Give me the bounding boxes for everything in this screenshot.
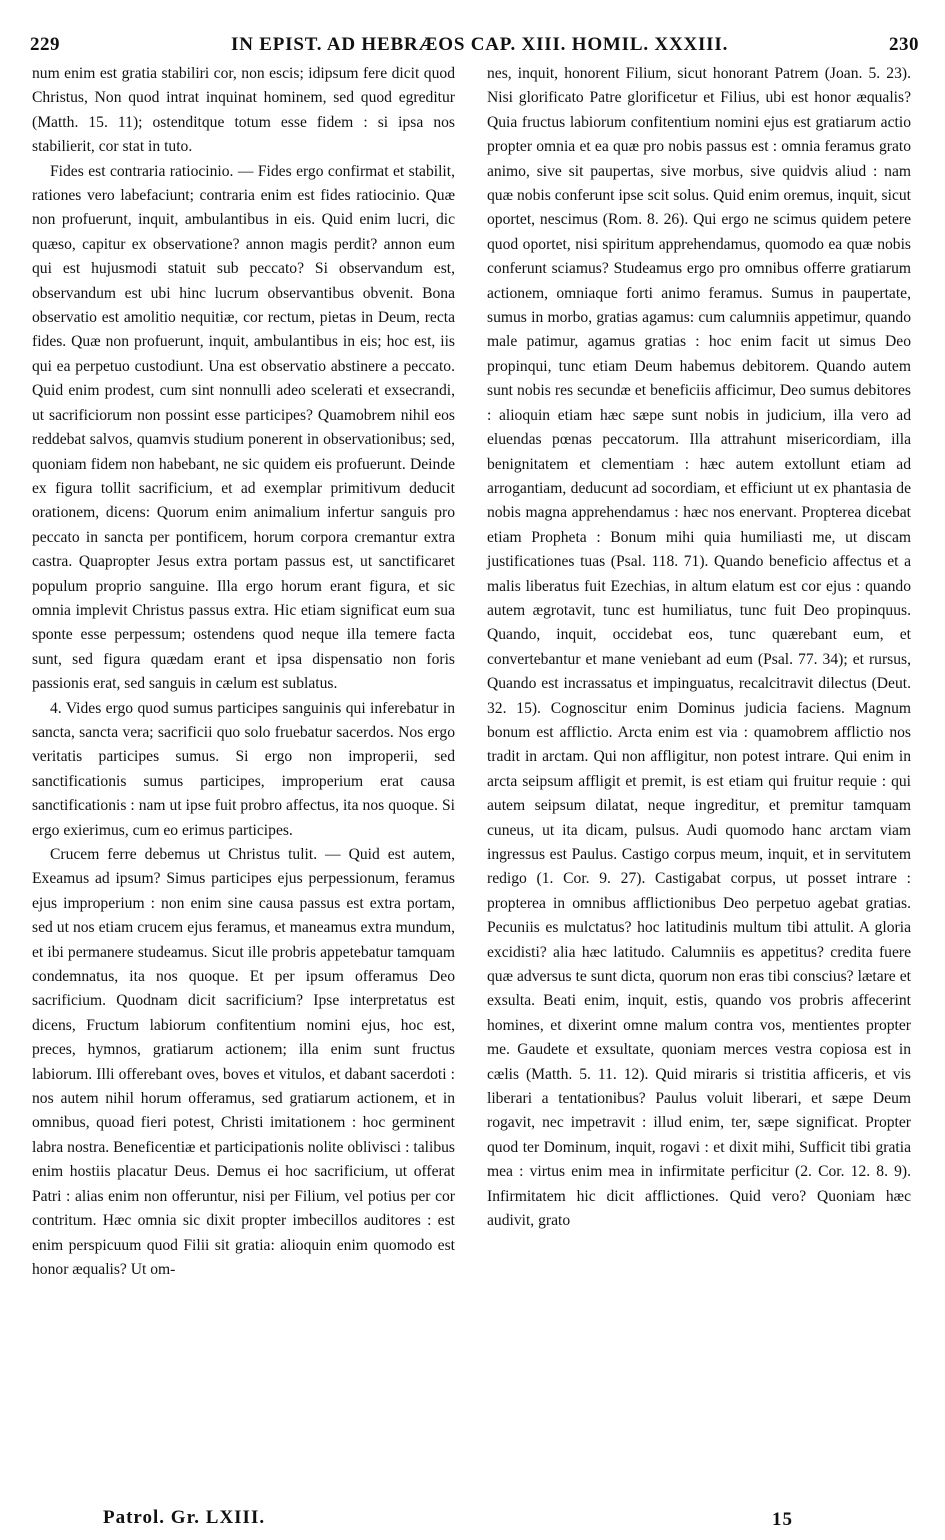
page-number-left: 229 (30, 34, 60, 55)
right-column (487, 62, 911, 1234)
page-number-right: 230 (889, 34, 919, 55)
paragraph: Fides est contraria ratiocinio. — Fides ergo confirmat et stabilit, rationes vero labefaciunt; contraria enim est fides ratiocinio. Quæ non profuerunt, inquit, ambulantibus in eis. Quid enim lucri, dic quæso, capitur ex observatione? annon magis perdit? annon eum qui est hujusmodi statuit sub peccato? Si observandum est, observandum est ubi hinc lucrum observantibus obvenit. Bona observatio est amolitio nequitiæ, cor rectum, pietas in Deum, recta fides. Quæ non profuerunt, inquit, ambulantibus in eis; hoc est, iis qui ea perpetuo custodiunt. Una est observatio abstinere a peccato. Quid enim prodest, cum sint nonnulli adeo scelerati et exsecrandi, ut sacrificiorum non possint esse participes? Quamobrem nihil eos reddebat salvos, quamvis studium ponerent in observationibus; sed, quoniam fidem non habebant, ne sic quidem eis profuerunt. Deinde ex figura tollit sacrificium, et ad exemplar primitivum deducit orationem, dicens: Quorum enim animalium infertur sanguis pro peccato in sancta per pontificem, horum corpora cremantur extra castra. Quapropter Jesus extra portam passus est, ut sanctificaret populum proprio sanguine. Illa ergo horum erant figura, et sic omnia implevit Christus passus extra. Hic etiam significat eum sua sponte esse perpessum; ostendens quod neque illa temere facta sunt, sed figura quædam erant et ipsa dispensatio non foris passionis erat, sed sanguis in cælum est sublatus. (32, 162, 455, 693)
left-column (32, 62, 455, 1282)
paragraph: num enim est gratia stabiliri cor, non escis; idipsum fere dicit quod Christus, Non quod intrat inquinat hominem, sed quod egreditur (Matth. 15. 11); ostenditque totum esse fidem : si ipsa nos stabilierit, cor stat in tuto. (32, 65, 455, 156)
footer-number: 15 (772, 1509, 793, 1530)
paragraph: Crucem ferre debemus ut Christus tulit. — Quid est autem, Exeamus ad ipsum? Simus participes ejus perpessionum, feramus ejus improperium : non enim sine causa passus est extra portam, sed ut nos etiam crucem ejus feramus, et maneamus extra mundum, et ibi permanere studeamus. Sicut ille probris appetebatur tamquam condemnatus, ita nos quoque. Et per ipsum offeramus Deo sacrificium. Quodnam dicit sacrificium? Ipse interpretatus est dicens, Fructum labiorum confitentium nomini ejus, hoc est, preces, hymnos, gratiarum actionem; illa enim sunt fructus labiorum. Illi offerebant oves, boves et vitulos, et dabant sacerdoti : nos autem nihil horum offeramus, sed gratiarum actionem, et in omnibus, quoad fieri potest, Christi imitationem : hoc germinent labra nostra. Beneficentiæ et participationis nolite oblivisci : talibus enim hostiis placatur Deus. Demus ei hoc sacrificium, ut offerat Patri : alias enim non offeruntur, nisi per Filium, vel potius per cor contritum. Hæc omnia sic dixit propter imbecillos auditores : est enim perspicuum quod Filii sit gratia: alioquin enim quomodo est honor æqualis? Ut om- (32, 846, 455, 1278)
running-head: IN EPIST. AD HEBRÆOS CAP. XIII. HOMIL. XXXIII. (231, 34, 729, 55)
paragraph: 4. Vides ergo quod sumus participes sanguinis qui inferebatur in sancta, sancta vera; sacrificii quo solo fruebatur sacerdos. Nos ergo veritatis participes sumus. Si ergo non improperii, sed sanctificationis sumus participes, improperium erat causa sanctificationis : nam ut ipse fuit probro affectus, ita nos quoque. Si ergo exierimus, cum eo erimus participes. (32, 699, 455, 839)
footer-signature: Patrol. Gr. LXIII. (103, 1507, 266, 1528)
paragraph: nes, inquit, honorent Filium, sicut honorant Patrem (Joan. 5. 23). Nisi glorificato Patre glorificetur et Filius, ubi est honor æqualis? Quia fructus labiorum confitentium nomini ejus est gratiarum actio propter omnia et ea quæ pro nobis passus est : omnia feramus grato animo, sive sit paupertas, sive morbus, sive quidvis aliud : nam quæ nobis conferunt ipse scit solus. Quid enim oremus, inquit, sicut oportet, nescimus (Rom. 8. 26). Qui ergo ne scimus quidem petere quod oportet, nisi spiritum apprehendamus, quomodo ea quæ nobis conferunt sciamus? Studeamus ergo pro omnibus offerre gratiarum actionem, omniaque forti animo feramus. Sumus in paupertate, sumus in morbo, gratias agamus: cum calumniis appetimur, quando male patimur, agamus gratias : hoc enim facit ut simus Deo propinqui, tunc etiam Deum habemus debitorem. Quando autem sunt nobis res secundæ et beneficiis afficimur, Deo sumus debitores : alioquin etiam hæc sæpe sunt nobis in judicium, illa vero ad eluendas pœnas peccatorum. Illa attrahunt misericordiam, illa benignitatem et clementiam : hæc autem extollunt etiam ad arrogantiam, deducunt ad socordiam, et efficiunt ut ex phantasia de nobis magna apprehendamus : hæc nos enervant. Propterea dicebat etiam Propheta : Bonum mihi quia humiliasti me, ut discam justificationes tuas (Psal. 118. 71). Quando beneficio affectus et a malis liberatus fuit Ezechias, in altum elatum est cor ejus : quando autem ægrotavit, tunc est humiliatus, tunc fuit Deo propinquus. Quando, inquit, occidebat eos, tunc quærebant eum, et convertebantur et mane veniebant ad eum (Psal. 77. 34); et rursus, Quando est incrassatus et impinguatus, recalcitravit dilectus (Deut. 32. 15). Cognoscitur enim Dominus judicia faciens. Magnum bonum est afflictio. Arcta enim est via : quamobrem afflictio nos tradit in arctam. Qui non affligitur, non potest intrare. Qui enim in arcta seipsum affligit et premit, is est etiam qui fruitur requie : qui autem seipsum dilatat, neque ingreditur, et premitur tamquam cuneus, ut ita dicam, pulsus. Audi quomodo hanc arctam viam ingressus est Paulus. Castigo corpus meum, inquit, et in servitutem redigo (1. Cor. 9. 27). Castigabat corpus, ut posset intrare : propterea in omnibus afflictionibus Deo perpetuo agebat gratias. Pecuniis es mulctatus? hoc latitudinis multum tibi attulit. A gloria excidisti? alia hæc latitudo. Calumniis es appetitus? credita fuere quæ adversus te sunt dicta, quorum non eras tibi conscius? lætare et exsulta. Beati enim, inquit, estis, quando vos probris affecerint homines, et dixerint omne malum contra vos, mentientes propter me. Gaudete et exsultate, quoniam merces vestra copiosa est in cælis (Matth. 5. 11. 12). Quid miraris si tristitia afficeris, et vis liberari a tentationibus? Paulus voluit liberari, et sæpe Deum rogavit, nec impetravit : illud enim, ter, sæpe significat. Propter quod ter Dominum, inquit, rogavi : et dixit mihi, Sufficit tibi gratia mea : virtus enim mea in infirmitate perficitur (2. Cor. 12. 8. 9). Infirmitatem hic dicit afflictiones. Quid vero? Quoniam hæc audivit, grato (487, 65, 911, 1230)
